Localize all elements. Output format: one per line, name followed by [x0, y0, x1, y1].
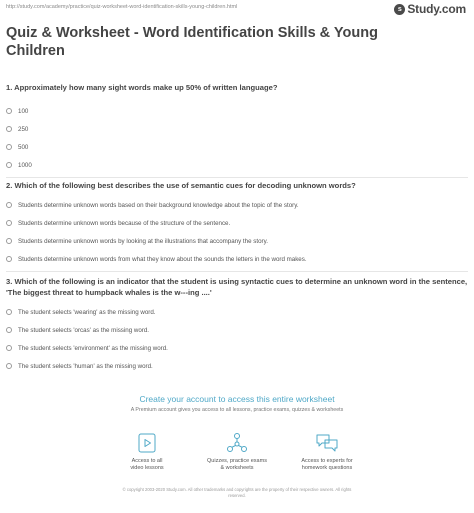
- feature-label-line2: & worksheets: [220, 465, 254, 471]
- option-label: Students determine unknown words because of the structure of the sentence.: [18, 219, 231, 227]
- answer-options: [6, 303, 468, 375]
- radio-icon[interactable]: [6, 220, 12, 226]
- feature-video-lessons: [102, 432, 192, 472]
- option-label: Students determine unknown words from what they know about the sounds the letters in the word makes.: [18, 255, 307, 263]
- option-label: The student selects 'orcas' as the missing word.: [18, 326, 149, 334]
- radio-icon[interactable]: [6, 126, 12, 132]
- radio-icon[interactable]: [6, 327, 12, 333]
- network-icon: [225, 432, 249, 454]
- radio-icon[interactable]: [6, 256, 12, 262]
- feature-label-line1: Access to all: [131, 458, 163, 464]
- option-label: The student selects 'human' as the missing word.: [18, 362, 153, 370]
- feature-experts: [282, 432, 372, 472]
- page-url[interactable]: http://study.com/academy/practice/quiz-worksheet-word-identification-skills-young-children.html: [6, 4, 238, 10]
- answer-option[interactable]: [6, 321, 468, 339]
- answer-option[interactable]: [6, 232, 468, 250]
- radio-icon[interactable]: [6, 363, 12, 369]
- radio-icon[interactable]: [6, 345, 12, 351]
- option-label: Students determine unknown words by looking at the illustrations that accompany the story.: [18, 237, 268, 245]
- question-text: 2. Which of the following best describes the use of semantic cues for decoding unknown words?: [6, 181, 356, 190]
- cta-subtitle: A Premium account gives you access to all lessons, practice exams, quizzes & worksheets: [130, 407, 344, 413]
- radio-icon[interactable]: [6, 108, 12, 114]
- option-label: 100: [18, 107, 29, 115]
- radio-icon[interactable]: [6, 144, 12, 150]
- feature-label-line2: video lessons: [130, 465, 164, 471]
- option-label: The student selects 'wearing' as the missing word.: [18, 308, 156, 316]
- radio-icon[interactable]: [6, 202, 12, 208]
- answer-option[interactable]: [6, 214, 468, 232]
- question-1: [6, 82, 468, 178]
- page-title: Quiz & Worksheet - Word Identification Skills & Young Children: [6, 25, 378, 59]
- option-label: The student selects 'environment' as the missing word.: [18, 344, 168, 352]
- option-label: 500: [18, 143, 29, 151]
- answer-option[interactable]: [6, 196, 468, 214]
- copyright-footer: [0, 487, 474, 499]
- study-logo[interactable]: [394, 2, 466, 16]
- radio-icon[interactable]: [6, 238, 12, 244]
- footer-line2: reserved.: [228, 493, 246, 498]
- cta-title[interactable]: Create your account to access this entire worksheet: [139, 394, 335, 404]
- radio-icon[interactable]: [6, 162, 12, 168]
- logo-mark-icon: s: [394, 4, 405, 15]
- question-2: [6, 180, 468, 272]
- feature-quizzes: [192, 432, 282, 472]
- divider: [6, 271, 468, 272]
- feature-label-line1: Access to experts for: [301, 458, 353, 464]
- answer-option[interactable]: [6, 357, 468, 375]
- option-label: Students determine unknown words based on their background knowledge about the topic of the story.: [18, 201, 299, 209]
- answer-option[interactable]: [6, 250, 468, 268]
- question-3: [6, 276, 468, 375]
- answer-option[interactable]: [6, 156, 468, 174]
- top-bar: [0, 0, 474, 16]
- footer-line1: © copyright 2003-2020 Study.com. All other trademarks and copyrights are the property of their respective owners. All rights: [122, 487, 352, 492]
- option-label: 250: [18, 125, 29, 133]
- chat-bubbles-icon: [314, 432, 340, 454]
- answer-option[interactable]: [6, 138, 468, 156]
- radio-icon[interactable]: [6, 309, 12, 315]
- logo-text: Study.com: [407, 2, 466, 16]
- answer-option[interactable]: [6, 102, 468, 120]
- answer-option[interactable]: [6, 120, 468, 138]
- premium-cta: [0, 394, 474, 413]
- divider: [6, 177, 468, 178]
- question-text: 3. Which of the following is an indicator that the student is using syntactic cues to determine an unknown word in the sentence, 'The biggest threat to humpback whales is the w---ing ....': [6, 277, 468, 297]
- answer-options: [6, 102, 468, 174]
- video-play-icon: [136, 432, 158, 454]
- question-text: 1. Approximately how many sight words make up 50% of written language?: [6, 83, 278, 92]
- option-label: 1000: [18, 161, 32, 169]
- answer-option[interactable]: [6, 303, 468, 321]
- answer-options: [6, 196, 468, 268]
- answer-option[interactable]: [6, 339, 468, 357]
- feature-label-line1: Quizzes, practice exams: [207, 458, 267, 464]
- feature-label-line2: homework questions: [301, 465, 353, 471]
